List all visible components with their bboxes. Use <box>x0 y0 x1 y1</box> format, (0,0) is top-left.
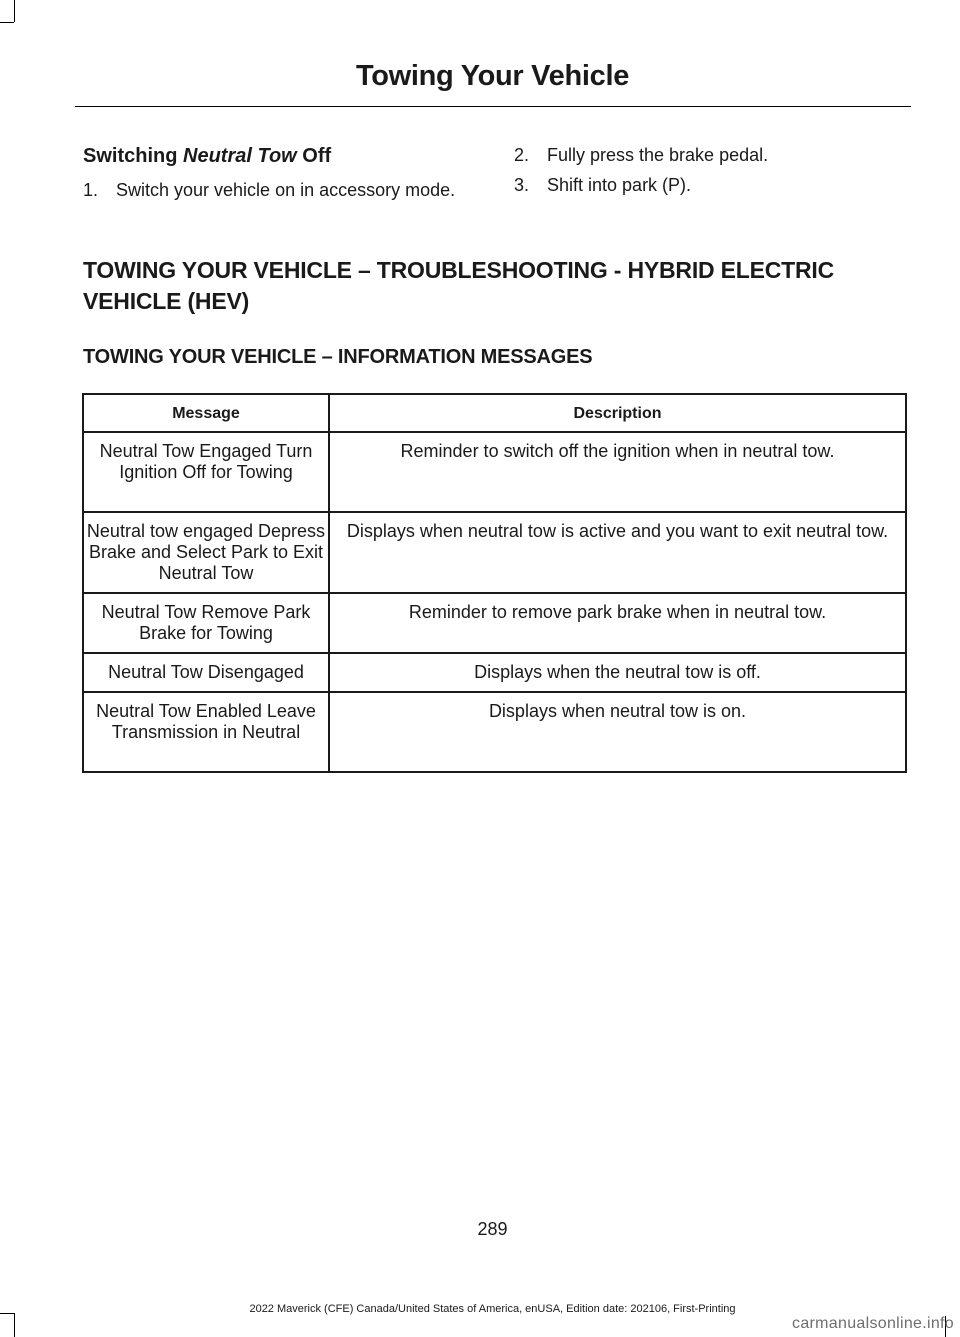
footer-edition-info: 2022 Maverick (CFE) Canada/United States of America, enUSA, Edition date: 202106, First-Printing <box>249 1303 736 1315</box>
cell-description: Displays when neutral tow is on. <box>329 692 906 772</box>
steps-list-right <box>514 145 909 196</box>
header-rule <box>75 106 911 107</box>
information-messages-table <box>82 393 907 773</box>
step-text: Fully press the brake pedal. <box>547 145 769 165</box>
column-header-description: Description <box>329 394 906 432</box>
table-row <box>83 432 906 512</box>
table-header-row <box>83 394 906 432</box>
table-row <box>83 512 906 593</box>
cell-message: Neutral tow engaged Depress Brake and Select Park to Exit Neutral Tow <box>83 512 329 593</box>
right-column <box>514 145 909 205</box>
table-row <box>83 593 906 653</box>
section-subtitle: TOWING YOUR VEHICLE – INFORMATION MESSAGES <box>83 346 593 368</box>
step-number: 2. <box>514 145 530 165</box>
steps-list-left <box>83 180 463 201</box>
subhead-emphasis: Neutral Tow <box>183 145 297 167</box>
step-item <box>83 180 463 201</box>
step-number: 1. <box>83 180 99 200</box>
page-header-title: Towing Your Vehicle <box>355 60 630 92</box>
cell-message: Neutral Tow Engaged Turn Ignition Off for Towing <box>83 432 329 512</box>
step-text: Shift into park (P). <box>547 175 692 195</box>
crop-mark-top-left-vertical <box>14 0 15 22</box>
section-title: TOWING YOUR VEHICLE – TROUBLESHOOTING - HYBRID ELECTRIC VEHICLE (HEV) <box>83 257 835 314</box>
step-item <box>514 175 909 196</box>
cell-description: Reminder to remove park brake when in neutral tow. <box>329 593 906 653</box>
cell-message: Neutral Tow Disengaged <box>83 653 329 692</box>
cell-description: Displays when neutral tow is active and you want to exit neutral tow. <box>329 512 906 593</box>
table-row <box>83 653 906 692</box>
watermark-link[interactable]: carmanualsonline.info <box>792 1315 954 1332</box>
subhead-suffix: Off <box>296 145 332 167</box>
step-item <box>514 145 909 166</box>
step-number: 3. <box>514 175 530 195</box>
page-number: 289 <box>477 1219 508 1239</box>
cell-description: Reminder to switch off the ignition when in neutral tow. <box>329 432 906 512</box>
column-header-message: Message <box>83 394 329 432</box>
subhead-prefix: Switching <box>83 145 183 167</box>
cell-message: Neutral Tow Enabled Leave Transmission in Neutral <box>83 692 329 772</box>
crop-mark-bottom-left-vertical <box>14 1313 15 1337</box>
table-row <box>83 692 906 772</box>
cell-message: Neutral Tow Remove Park Brake for Towing <box>83 593 329 653</box>
step-text: Switch your vehicle on in accessory mode. <box>116 180 456 200</box>
subhead-switching-neutral-tow-off <box>83 145 463 168</box>
crop-mark-top-left-horizontal <box>0 22 14 23</box>
left-column <box>83 145 463 210</box>
cell-description: Displays when the neutral tow is off. <box>329 653 906 692</box>
